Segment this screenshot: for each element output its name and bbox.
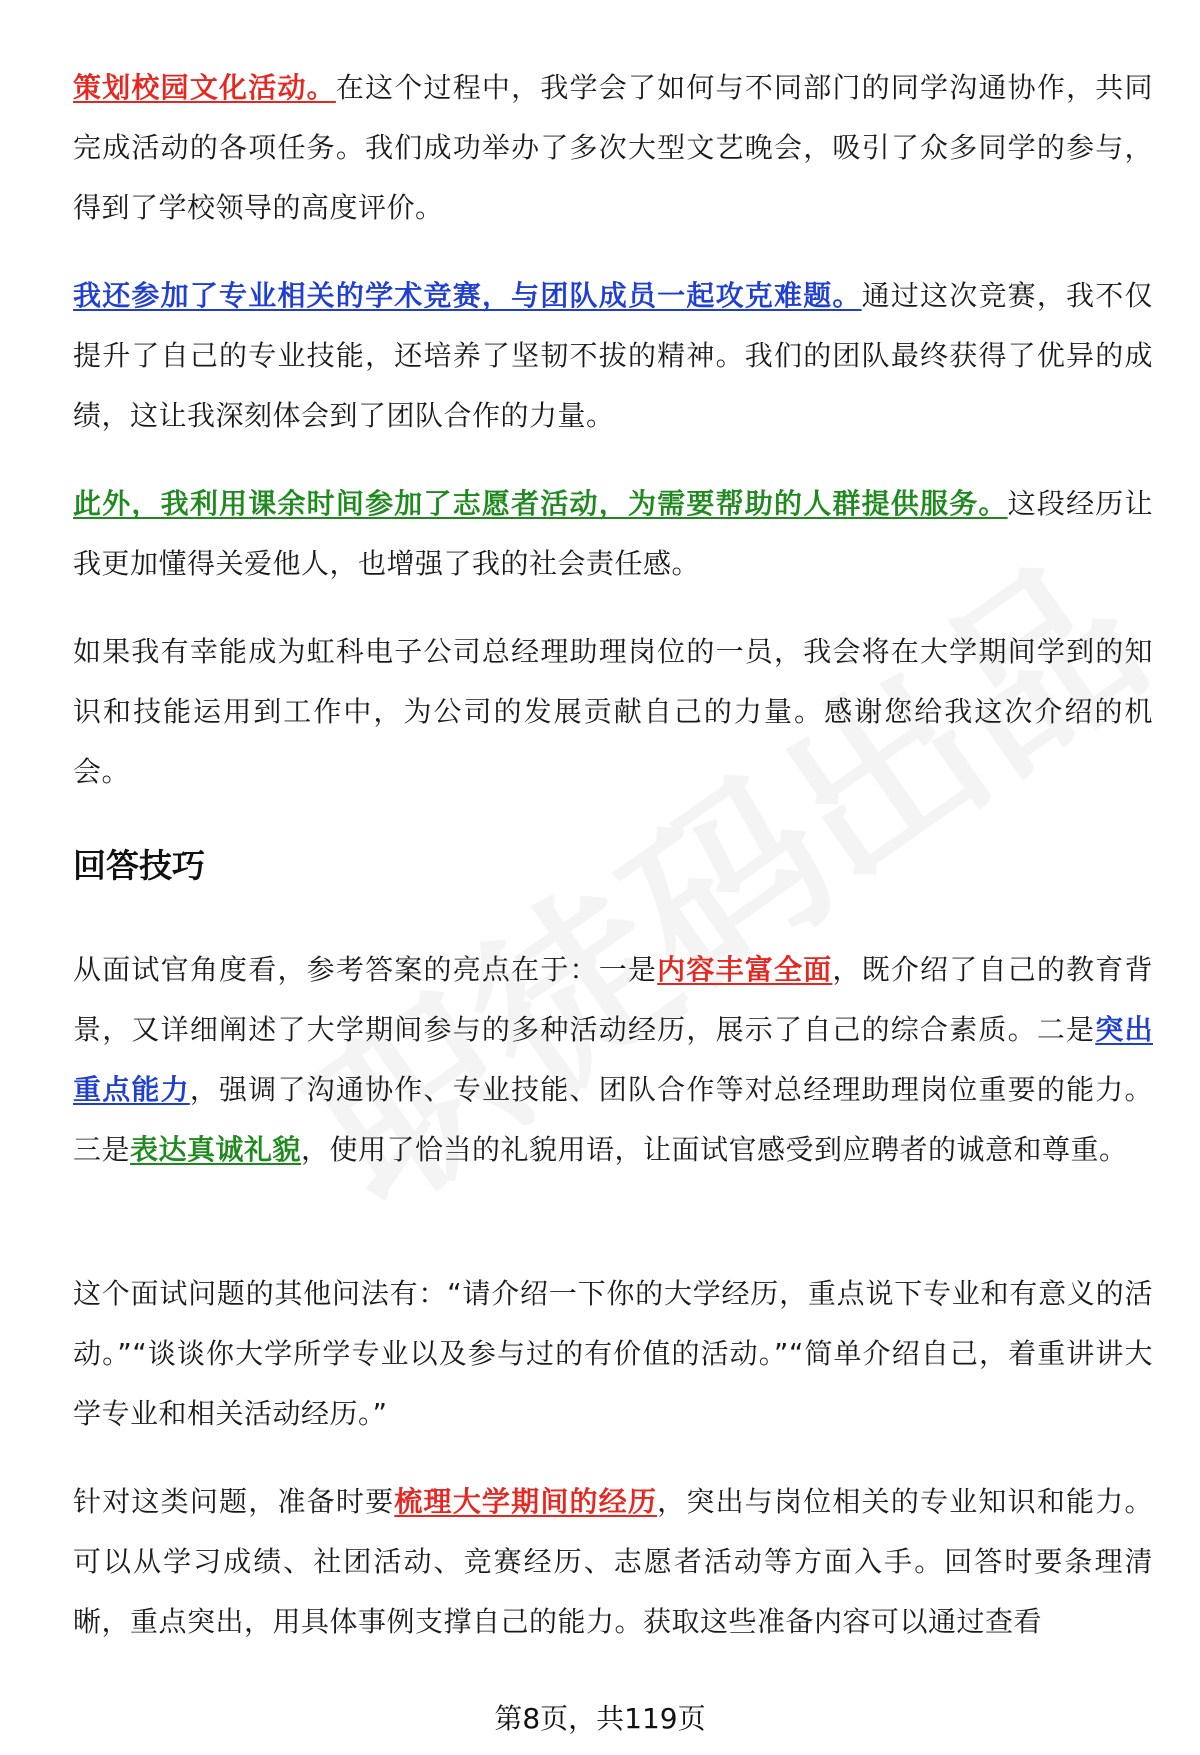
highlight-red: 策划校园文化活动。	[73, 71, 336, 104]
highlight-green: 表达真诚礼貌	[130, 1133, 302, 1166]
highlight-red: 梳理大学期间的经历	[394, 1485, 658, 1518]
highlight-blue: 我还参加了专业相关的学术竞赛，与团队成员一起攻克难题。	[73, 279, 862, 312]
paragraph-text: 针对这类问题，准备时要	[73, 1485, 395, 1518]
paragraph-text: ，既介绍了自己的教育背景，又详细阐述了大学期间参与的多种活动经历，展示了自己的综合素质。二是	[73, 953, 1153, 1046]
paragraph-preparation	[73, 1472, 1153, 1652]
paragraph-closing: 如果我有幸能成为虹科电子公司总经理助理岗位的一员，我会将在大学期间学到的知识和技能运用到工作中，为公司的发展贡献自己的力量。感谢您给我这次介绍的机会。	[73, 635, 1153, 788]
paragraph-volunteer	[73, 474, 1153, 594]
paragraph-text: ，突出与岗位相关的专业知识和能力。可以从学习成绩、社团活动、竞赛经历、志愿者活动等方面入手。回答时要条理清晰，重点突出，用具体事例支撑自己的能力。获取这些准备内容可以通过查看	[73, 1485, 1153, 1638]
paragraph-text: 这段经历让我更加懂得关爱他人，也增强了我的社会责任感。	[73, 487, 1153, 580]
paragraph-text: 在这个过程中，我学会了如何与不同部门的同学沟通协作，共同完成活动的各项任务。我们成功举办了多次大型文艺晚会，吸引了众多同学的参与，得到了学校领导的高度评价。	[73, 71, 1153, 224]
paragraph-tips-highlights	[73, 940, 1153, 1180]
page-number: 第8页，共119页	[494, 1702, 706, 1735]
highlight-blue: 突出重点能力	[73, 1013, 1153, 1106]
paragraph-campus-activities	[73, 58, 1153, 238]
highlight-green: 此外，我利用课余时间参加了志愿者活动，为需要帮助的人群提供服务。	[73, 487, 1008, 520]
paragraph-text: 从面试官角度看，参考答案的亮点在于：一是	[73, 953, 658, 986]
paragraph-text: ，使用了恰当的礼貌用语，让面试官感受到应聘者的诚意和尊重。	[301, 1133, 1128, 1166]
paragraph-alternative-questions: 这个面试问题的其他问法有：“请介绍一下你的大学经历，重点说下专业和有意义的活动。”“谈谈你大学所学专业以及参与过的有价值的活动。”“简单介绍自己，着重讲讲大学专业和相关活动经历。”	[73, 1277, 1153, 1430]
paragraph-text: ，强调了沟通协作、专业技能、团队合作等对总经理助理岗位重要的能力。三是	[73, 1073, 1153, 1166]
paragraph-text: 通过这次竞赛，我不仅提升了自己的专业技能，还培养了坚韧不拔的精神。我们的团队最终获得了优异的成绩，这让我深刻体会到了团队合作的力量。	[73, 279, 1153, 432]
highlight-red: 内容丰富全面	[657, 953, 833, 986]
section-heading: 回答技巧	[73, 846, 205, 885]
paragraph-academic-competition	[73, 266, 1153, 446]
